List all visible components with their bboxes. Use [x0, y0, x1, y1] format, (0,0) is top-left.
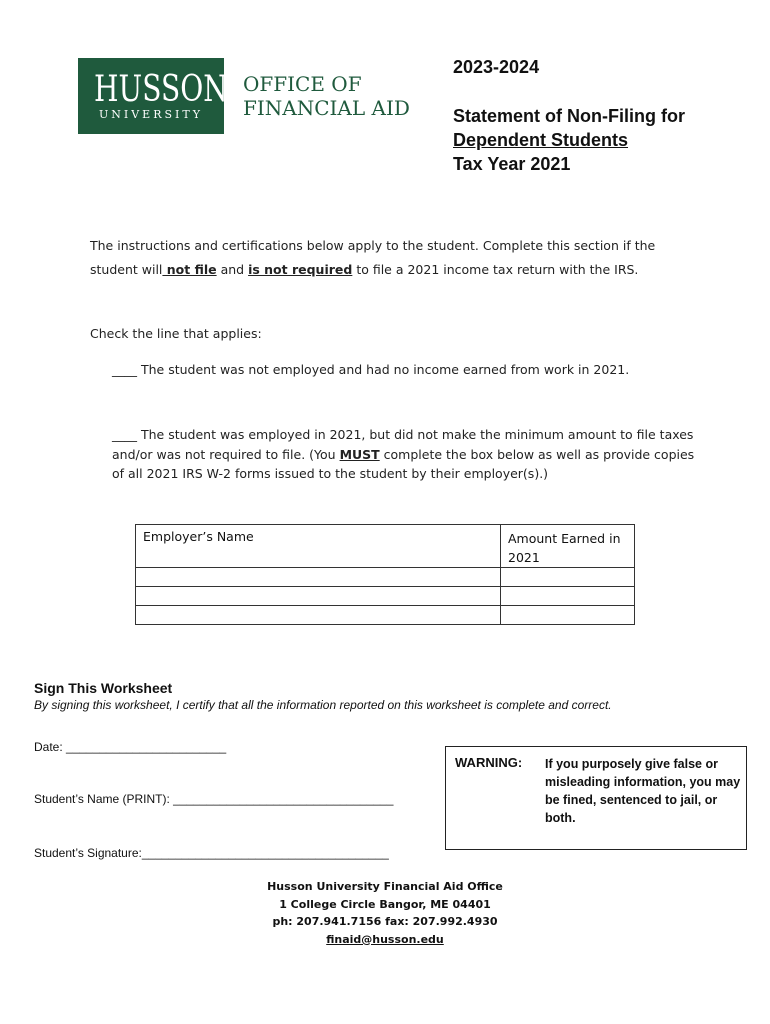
document-title — [453, 104, 685, 176]
date-field[interactable]: Date: ________________________ — [34, 740, 227, 754]
option-not-employed[interactable]: ____ The student was not employed and had no income earned from work in 2021. — [112, 362, 630, 377]
employer-table — [135, 524, 635, 625]
warning-text: If you purposely give false or misleading information, you may be fined, sentenced to jail, or both. — [545, 757, 741, 825]
title-line2: Dependent Students — [453, 130, 629, 150]
intro-text-2: to file a 2021 income tax return with the IRS. — [352, 262, 639, 277]
footer-phone: ph: 207.941.7156 fax: 207.992.4930 — [272, 915, 498, 928]
student-name-field[interactable]: Student’s Name (PRINT): _________________________________ — [34, 792, 394, 806]
employer-name-cell[interactable] — [136, 568, 501, 587]
office-line2: FINANCIAL AID — [243, 96, 410, 120]
intro-text-1: The instructions and certifications below apply to the student. Complete this section if the student will — [90, 238, 656, 277]
warning-box — [445, 746, 747, 850]
intro-not-file: not file — [162, 262, 217, 277]
title-line3: Tax Year 2021 — [453, 154, 571, 174]
husson-logo — [78, 58, 228, 134]
academic-year: 2023-2024 — [453, 57, 540, 77]
intro-and: and — [216, 262, 249, 277]
amount-earned-header: Amount Earned in 2021 — [501, 525, 635, 568]
amount-cell[interactable] — [501, 606, 635, 625]
office-contact — [185, 878, 585, 948]
certification-statement: By signing this worksheet, I certify that all the information reported on this worksheet is complete and correct. — [34, 698, 612, 712]
office-name — [243, 72, 410, 120]
option2-text-2: complete the box below as well as provide copies of all 2021 IRS W-2 forms issued to the student by their employer(s).) — [112, 446, 695, 481]
warning-label: WARNING: — [455, 755, 523, 770]
footer-email-link[interactable]: finaid@husson.edu — [326, 932, 444, 946]
option-employed[interactable] — [112, 425, 702, 484]
title-line1: Statement of Non-Filing for — [453, 106, 685, 126]
option2-text-1: ____ The student was employed in 2021, but did not make the minimum amount to file taxes and/or was not required to file. (You — [112, 427, 694, 462]
option2-must: MUST — [339, 446, 380, 462]
logo-subtitle: UNIVERSITY — [99, 108, 203, 121]
amount-cell[interactable] — [501, 587, 635, 606]
employer-name-cell[interactable] — [136, 587, 501, 606]
footer-office: Husson University Financial Aid Office — [267, 880, 503, 893]
intro-not-required: is not required — [248, 262, 353, 277]
student-signature-field[interactable]: Student’s Signature:_____________________________________ — [34, 846, 389, 860]
employer-name-cell[interactable] — [136, 606, 501, 625]
intro-paragraph — [90, 234, 690, 282]
office-line1: OFFICE OF — [243, 72, 362, 96]
sign-section-title: Sign This Worksheet — [34, 680, 173, 696]
footer-address: 1 College Circle Bangor, ME 04401 — [279, 897, 491, 911]
logo-name: HUSSON — [94, 69, 228, 110]
amount-cell[interactable] — [501, 568, 635, 587]
check-line-instruction: Check the line that applies: — [90, 326, 262, 341]
employer-name-header: Employer’s Name — [136, 525, 501, 568]
